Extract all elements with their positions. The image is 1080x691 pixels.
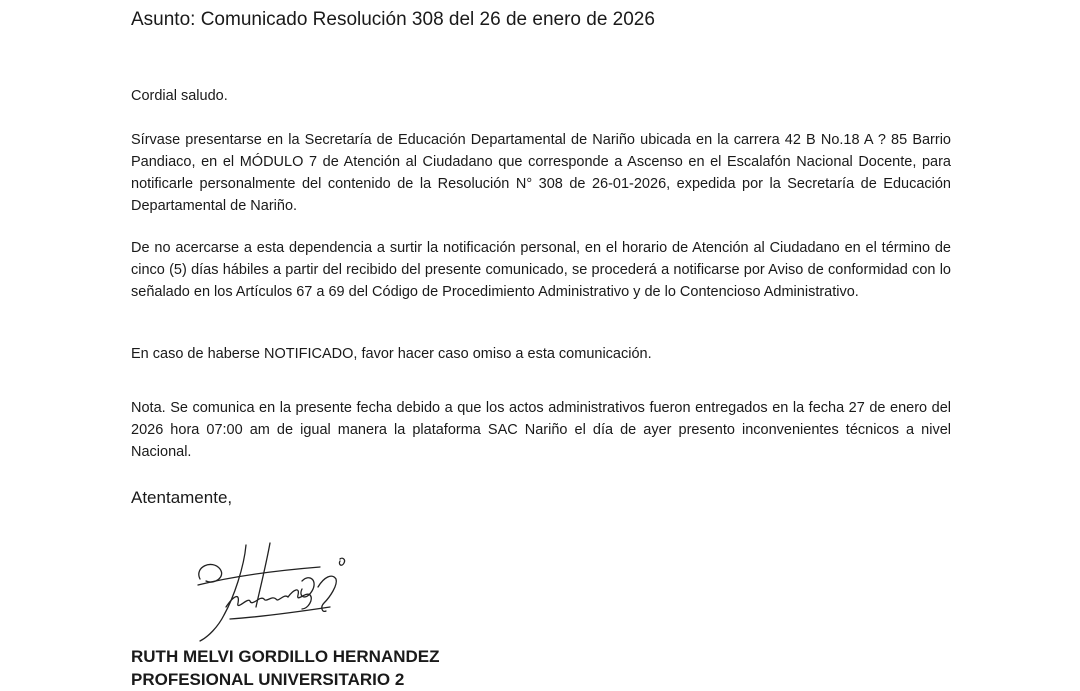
letter-subject: Asunto: Comunicado Resolución 308 del 26 de enero de 2026 [131,9,655,30]
paragraph-note: Nota. Se comunica en la presente fecha debido a que los actos administrativos fueron entregados en la fecha 27 de enero del 2026 hora 07:00 am de igual manera la plataforma SAC Nariño el día de ayer presento inconvenientes técnicos a nivel Nacional. [131,400,951,460]
letter-greeting: Cordial saludo. [131,88,228,104]
letter-closing: Atentamente, [131,488,233,507]
paragraph-notification-warning: De no acercarse a esta dependencia a surtir la notificación personal, en el horario de Atención al Ciudadano en el término de cinco (5) días hábiles a partir del recibido del presente comunicado, se procederá a notificarse por Aviso de conformidad con lo señalado en los Artículos 67 a 69 del Código de Procedimiento Administrativo y de lo Contencioso Administrativo. [131,240,951,300]
signer-title: PROFESIONAL UNIVERSITARIO 2 [131,670,405,689]
paragraph-presentation: Sírvase presentarse en la Secretaría de Educación Departamental de Nariño ubicada en la carrera 42 B No.18 A ? 85 Barrio Pandiaco, en el MÓDULO 7 de Atención al Ciudadano que corresponde a Ascenso en el Escalafón Nacional Docente, para notificarle personalmente del contenido de la Resolución N° 308 de 26-01-2026, expedida por la Secretaría de Educación Departamental de Nariño. [131,132,951,214]
handwritten-signature [190,537,360,645]
paragraph-already-notified: En caso de haberse NOTIFICADO, favor hacer caso omiso a esta comunicación. [131,346,652,362]
signer-name: RUTH MELVI GORDILLO HERNANDEZ [131,647,440,666]
